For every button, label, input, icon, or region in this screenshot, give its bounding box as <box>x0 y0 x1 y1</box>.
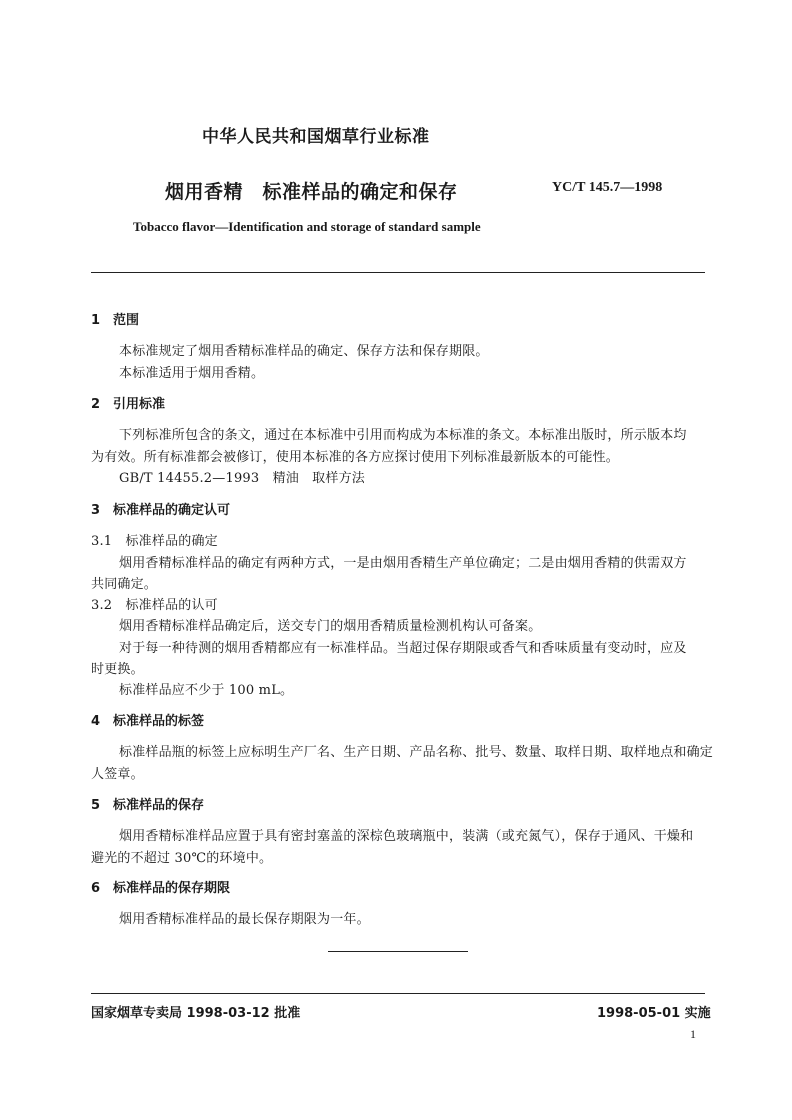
subsection-3-2-paragraph-2-line-2: 时更换。 <box>91 662 144 677</box>
section-5-line-2: 避光的不超过 30℃的环境中。 <box>91 851 273 866</box>
subsection-3-2-paragraph-3: 标准样品应不少于 100 mL。 <box>119 683 294 698</box>
header-divider <box>91 272 705 273</box>
subsection-3-1-heading: 3.1 标准样品的确定 <box>91 534 218 549</box>
footer-divider <box>91 993 705 994</box>
section-3-heading: 3 标准样品的确定认可 <box>91 503 231 518</box>
section-5-line-1: 烟用香精标准样品应置于具有密封塞盖的深棕色玻璃瓶中，装满（或充氮气），保存于通风、干燥和 <box>119 829 694 844</box>
subsection-3-2-paragraph-2-line-1: 对于每一种待测的烟用香精都应有一标准样品。当超过保存期限或香气和香味质量有变动时，应及 <box>119 641 687 656</box>
document-title-en: Tobacco flavor—Identification and storage of standard sample <box>133 219 481 234</box>
section-2-reference: GB/T 14455.2—1993 精油 取样方法 <box>119 471 365 486</box>
section-2-paragraph-line-2: 为有效。所有标准都会被修订，使用本标准的各方应探讨使用下列标准最新版本的可能性。 <box>91 450 620 465</box>
section-1-paragraph-1: 本标准规定了烟用香精标准样品的确定、保存方法和保存期限。 <box>119 344 489 359</box>
section-2-paragraph-line-1: 下列标准所包含的条文，通过在本标准中引用而构成为本标准的条文。本标准出版时，所示版本均 <box>119 428 687 443</box>
document-title-cn: 烟用香精 标准样品的确定和保存 <box>165 181 458 203</box>
section-1-paragraph-2: 本标准适用于烟用香精。 <box>119 366 265 381</box>
approval-line: 国家烟草专卖局 1998-03-12 批准 <box>91 1006 301 1021</box>
section-4-line-1: 标准样品瓶的标签上应标明生产厂名、生产日期、产品名称、批号、数量、取样日期、取样地点和确定 <box>119 745 714 760</box>
section-4-line-2: 人签章。 <box>91 767 144 782</box>
standard-number: YC/T 145.7—1998 <box>552 180 663 195</box>
subsection-3-1-line-1: 烟用香精标准样品的确定有两种方式，一是由烟用香精生产单位确定；二是由烟用香精的供需双方 <box>119 556 687 571</box>
subsection-3-2-paragraph-1: 烟用香精标准样品确定后，送交专门的烟用香精质量检测机构认可备案。 <box>119 619 542 634</box>
issuer-title: 中华人民共和国烟草行业标准 <box>202 127 430 147</box>
section-4-heading: 4 标准样品的标签 <box>91 714 205 729</box>
section-1-heading: 1 范围 <box>91 313 140 328</box>
subsection-3-2-heading: 3.2 标准样品的认可 <box>91 598 218 613</box>
subsection-3-1-line-2: 共同确定。 <box>91 577 158 592</box>
section-6-heading: 6 标准样品的保存期限 <box>91 881 231 896</box>
section-5-heading: 5 标准样品的保存 <box>91 798 205 813</box>
section-2-heading: 2 引用标准 <box>91 397 166 412</box>
end-of-text-rule <box>328 951 468 952</box>
section-6-paragraph: 烟用香精标准样品的最长保存期限为一年。 <box>119 912 370 927</box>
page-number: 1 <box>690 1027 696 1041</box>
effective-date-line: 1998-05-01 实施 <box>597 1006 711 1021</box>
